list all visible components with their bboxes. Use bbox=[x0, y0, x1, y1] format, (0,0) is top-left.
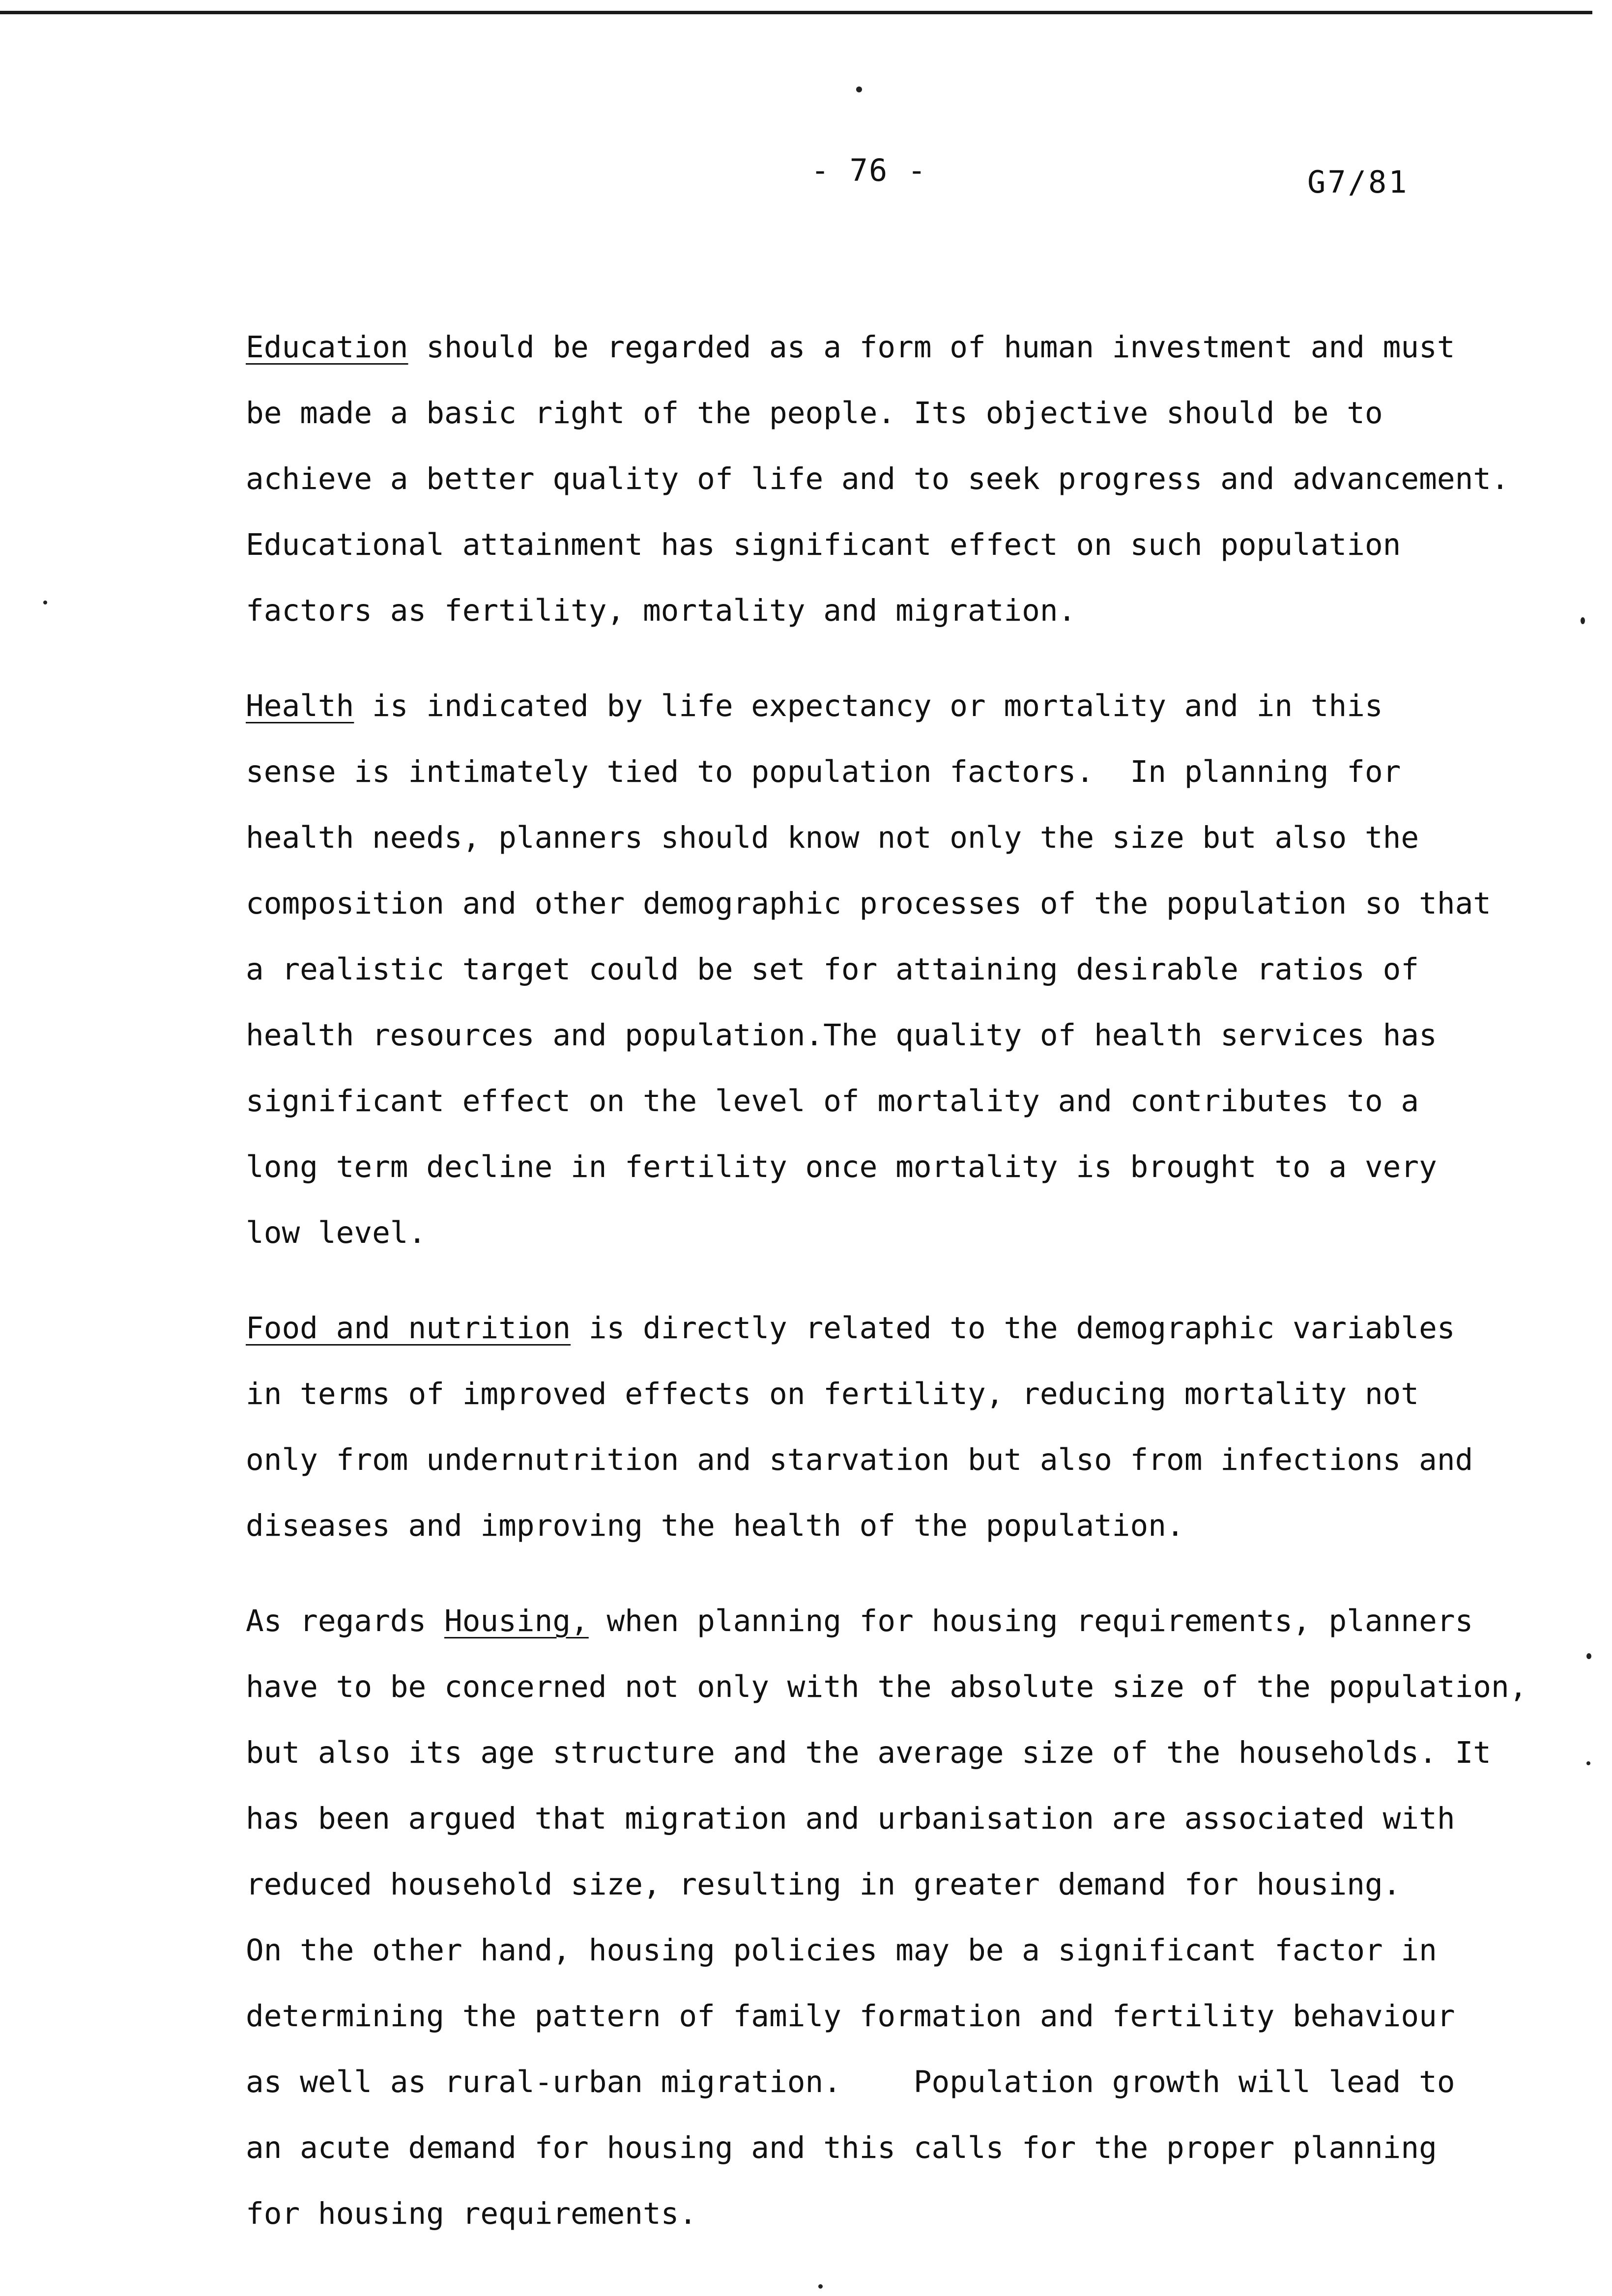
text-line: achieve a better quality of life and to seek progress and advancement. bbox=[246, 461, 1509, 496]
text-line: health needs, planners should know not only the size but also the bbox=[246, 820, 1419, 855]
text-line-content: when planning for housing requirements, planners bbox=[588, 1604, 1473, 1638]
text-line bbox=[246, 1588, 1473, 1654]
text-line: factors as fertility, mortality and migration. bbox=[246, 593, 1076, 628]
text-line: health resources and population.The quality of health services has bbox=[246, 1018, 1437, 1053]
text-line: be made a basic right of the people. Its objective should be to bbox=[246, 396, 1383, 430]
heading-food-nutrition: Food and nutrition bbox=[246, 1311, 571, 1346]
text-line bbox=[246, 673, 1435, 739]
text-line-content: should be regarded as a form of human investment and must bbox=[408, 330, 1455, 365]
text-line: but also its age structure and the average size of the households. It bbox=[246, 1735, 1492, 1770]
text-line: long term decline in fertility once mortality is brought to a very bbox=[246, 1149, 1437, 1184]
text-line bbox=[246, 1295, 1455, 1361]
text-line: determining the pattern of family formation and fertility behaviour bbox=[246, 1999, 1455, 2034]
paragraph-health bbox=[246, 673, 1492, 1266]
text-line: significant effect on the level of mortality and contributes to a bbox=[246, 1084, 1419, 1119]
text-line: a realistic target could be set for attaining desirable ratios of bbox=[246, 952, 1419, 987]
top-rule bbox=[0, 11, 1592, 14]
text-line-prefix: As regards bbox=[246, 1604, 444, 1638]
scan-speck bbox=[43, 601, 47, 604]
text-line: as well as rural-urban migration. Population growth will lead to bbox=[246, 2065, 1455, 2099]
text-line: sense is intimately tied to population factors. In planning for bbox=[246, 754, 1401, 789]
text-line-content: is directly related to the demographic variables bbox=[571, 1311, 1455, 1346]
scan-speck bbox=[1586, 1653, 1591, 1659]
text-line: have to be concerned not only with the absolute size of the population, bbox=[246, 1669, 1527, 1704]
page-number: - 76 - bbox=[811, 152, 927, 188]
text-line-content: is indicated by life expectancy or mortality and in this bbox=[354, 689, 1383, 723]
heading-health: Health bbox=[246, 689, 354, 723]
text-line: only from undernutrition and starvation but also from infections and bbox=[246, 1442, 1473, 1477]
text-line: has been argued that migration and urbanisation are associated with bbox=[246, 1801, 1455, 1836]
text-line: composition and other demographic processes of the population so that bbox=[246, 886, 1492, 921]
scan-speck bbox=[818, 2284, 823, 2289]
scan-speck bbox=[1586, 1761, 1590, 1765]
heading-housing: Housing, bbox=[444, 1604, 589, 1638]
heading-education: Education bbox=[246, 330, 408, 365]
text-line: On the other hand, housing policies may be a significant factor in bbox=[246, 1933, 1437, 1968]
paragraph-education bbox=[246, 315, 1509, 644]
text-line: low level. bbox=[246, 1215, 427, 1250]
scan-speck bbox=[1581, 617, 1585, 624]
text-line: an acute demand for housing and this calls for the proper planning bbox=[246, 2130, 1437, 2165]
text-line: in terms of improved effects on fertility, reducing mortality not bbox=[246, 1377, 1419, 1411]
text-line: for housing requirements. bbox=[246, 2196, 697, 2231]
text-line: reduced household size, resulting in greater demand for housing. bbox=[246, 1867, 1401, 1902]
document-reference: G7/81 bbox=[1307, 164, 1409, 200]
scan-speck bbox=[856, 86, 862, 92]
text-line bbox=[246, 315, 1455, 380]
text-line: Educational attainment has significant effect on such population bbox=[246, 527, 1401, 562]
paragraph-housing bbox=[246, 1588, 1527, 2247]
paragraph-food-nutrition bbox=[246, 1295, 1473, 1559]
body-text bbox=[246, 315, 1527, 2276]
text-line: diseases and improving the health of the population. bbox=[246, 1508, 1184, 1543]
